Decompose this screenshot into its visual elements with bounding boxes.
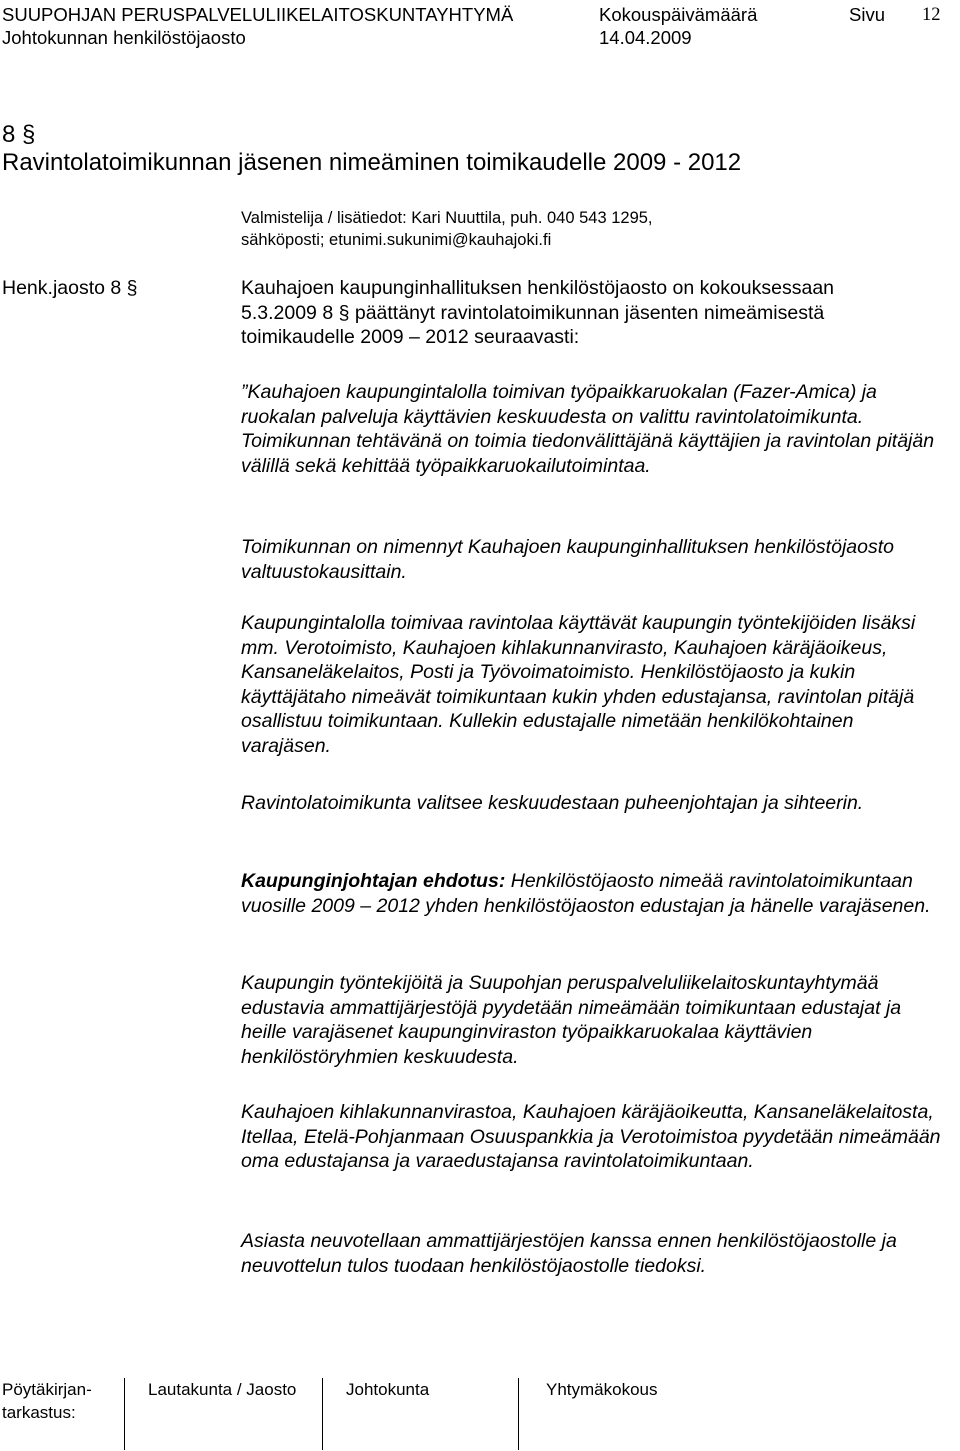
section-title: Ravintolatoimikunnan jäsenen nimeäminen toimikaudelle 2009 - 2012: [2, 149, 742, 176]
proposal-label: Kaupunginjohtajan ehdotus:: [241, 870, 506, 892]
proposal-text: Henkilöstöjaosto nimeää ravintolatoimikuntaan vuosille 2009 – 2012 yhden henkilöstöjaoston edustajan ja hänelle varajäsenen.: [241, 870, 931, 917]
proposal-paragraph: [241, 869, 941, 918]
section-number: 8 §: [2, 121, 36, 148]
quote-paragraph-3: Kaupungintalolla toimivaa ravintolaa käyttävät kaupungin työntekijöiden lisäksi mm. Verotoimisto, Kauhajoen kihlakunnanvirasto, Kauhajoen käräjäoikeus, Kansaneläkelaitos, Posti ja Työvoimatoimisto. Henkilöstöjaosto ja kukin käyttäjätaho nimeävät toimikuntaan kukin yhden edustajansa, ravintolan pitäjä osallistuu toimikuntaan. Kullekin edustajalle nimetään henkilökohtainen varajäsen.: [241, 612, 916, 757]
header-page-number: 12: [922, 5, 941, 25]
header-date: 14.04.2009: [599, 27, 692, 48]
quote-paragraph-8: Asiasta neuvotellaan ammattijärjestöjen kanssa ennen henkilöstöjaostolle ja neuvottelun tulos tuodaan henkilöstöjaostolle tiedoksi.: [241, 1230, 897, 1277]
header-body: Johtokunnan henkilöstöjaosto: [2, 27, 246, 48]
header-organization: SUUPOHJAN PERUSPALVELULIIKELAITOSKUNTAYHTYMÄ: [2, 4, 514, 25]
footer-divider-3: [518, 1378, 519, 1450]
preparer-line-1: Valmistelija / lisätiedot: Kari Nuuttila, puh. 040 543 1295,: [241, 209, 653, 227]
header-date-label: Kokouspäivämäärä: [599, 4, 758, 25]
footer-divider-2: [322, 1378, 323, 1450]
footer-management-label: Johtokunta: [346, 1380, 430, 1399]
reference-line-1: Kauhajoen kaupunginhallituksen henkilöstöjaosto on kokouksessaan: [241, 277, 835, 299]
reference-text: [241, 276, 941, 350]
preparer-line-2: sähköposti; etunimi.sukunimi@kauhajoki.fi: [241, 231, 552, 249]
header-page-label: Sivu: [849, 4, 885, 25]
footer-board-label: Lautakunta / Jaosto: [148, 1380, 297, 1399]
reference-label: Henk.jaosto 8 §: [2, 277, 138, 299]
quote-paragraph-4: Ravintolatoimikunta valitsee keskuudestaan puheenjohtajan ja sihteerin.: [241, 792, 864, 814]
reference-line-3: toimikaudelle 2009 – 2012 seuraavasti:: [241, 326, 580, 348]
quote-paragraph-2: Toimikunnan on nimennyt Kauhajoen kaupunginhallituksen henkilöstöjaosto valtuustokausittain.: [241, 536, 894, 583]
footer-consortium-label: Yhtymäkokous: [546, 1380, 658, 1399]
quote-paragraph-7: Kauhajoen kihlakunnanvirastoa, Kauhajoen käräjäoikeutta, Kansaneläkelaitosta, Itellaa, Etelä-Pohjanmaan Osuuspankkia ja Verotoimistoa pyydetään nimeämään oma edustajansa ja varaedustajansa ravintolatoimikuntaan.: [241, 1101, 941, 1172]
footer-divider-1: [124, 1378, 125, 1450]
quote-paragraph-6: Kaupungin työntekijöitä ja Suupohjan peruspalveluliikelaitoskuntayhtymää edustavia ammattijärjestöjä pyydetään nimeämään toimikuntaan edustajat ja heille varajäsenet kaupunginviraston työpaikkaruokalaa käyttävien henkilöstöryhmien keskuudesta.: [241, 972, 902, 1068]
quote-paragraph-1: ”Kauhajoen kaupungintalolla toimivan työpaikkaruokalan (Fazer-Amica) ja ruokalan palveluja käyttävien keskuudesta on valittu ravintolatoimikunta. Toimikunnan tehtävänä on toimia tiedonvälittäjänä käyttäjien ja ravintolan pitäjän välillä sekä kehittää työpaikkaruokailutoimintaa.: [241, 381, 935, 477]
footer-review-label: Pöytäkirjan- tarkastus:: [2, 1380, 92, 1422]
reference-line-2: 5.3.2009 8 § päättänyt ravintolatoimikunnan jäsenten nimeämisestä: [241, 301, 825, 324]
